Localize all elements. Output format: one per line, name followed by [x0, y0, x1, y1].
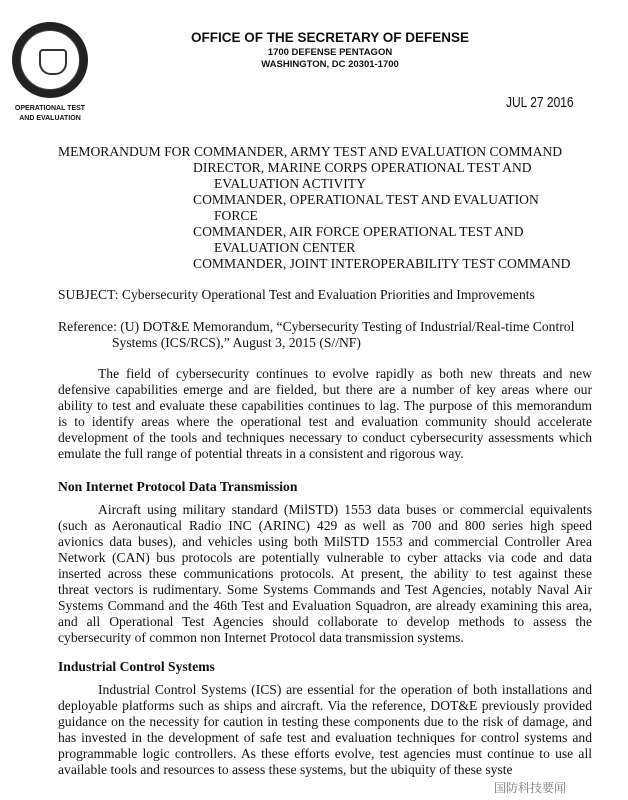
text-line: has invested in the development of safe test and evaluation techniques for control systems and	[58, 730, 592, 745]
dod-seal-icon	[12, 22, 88, 98]
office-title: OFFICE OF THE SECRETARY OF DEFENSE	[190, 30, 470, 45]
text-line: guidance on the necessity for caution in testing these components due to the risk of damage, and	[58, 714, 592, 729]
section-heading-non-ip: Non Internet Protocol Data Transmission	[58, 479, 298, 494]
addressee-line: COMMANDER, OPERATIONAL TEST AND EVALUATION	[193, 192, 539, 207]
org-line-1: OPERATIONAL TEST	[14, 105, 86, 112]
text-line: deployable platforms such as ships and aircraft. Via the reference, DOT&E previously provided	[58, 698, 592, 713]
text-line: Aircraft using military standard (MilSTD) 1553 data buses or commercial equivalents	[98, 502, 592, 517]
addressee-line: MEMORANDUM FOR COMMANDER, ARMY TEST AND EVALUATION COMMAND	[58, 144, 563, 159]
text-line: Systems Command and the 46th Test and Evaluation Squadron, are already examining this area,	[58, 598, 592, 613]
addressee-line: COMMANDER, JOINT INTEROPERABILITY TEST COMMAND	[193, 256, 571, 271]
text-line: inserted across these communications protocols. At present, the ability to test against these	[58, 566, 592, 581]
text-line: and all Operational Test Agencies should collaborate to develop methods to assess the	[58, 614, 592, 629]
text-line: available tools and resources to assess these systems, but the ubiquity of these syste	[58, 762, 513, 777]
text-line: cybersecurity of common non Internet Protocol data transmission systems.	[58, 630, 464, 645]
text-line: threat vectors is rudimentary. Some Systems Commands and Test Agencies, notably Naval Air	[58, 582, 592, 597]
address-line-2: WASHINGTON, DC 20301-1700	[261, 59, 399, 70]
addressee-line: EVALUATION CENTER	[214, 240, 356, 255]
text-line: Systems (ICS/RCS),” August 3, 2015 (S//NF)	[112, 335, 361, 350]
addressee-line: DIRECTOR, MARINE CORPS OPERATIONAL TEST AND	[193, 160, 532, 175]
addressee-line: EVALUATION ACTIVITY	[214, 176, 366, 191]
addressee-line: COMMANDER, AIR FORCE OPERATIONAL TEST AND	[193, 224, 524, 239]
date-stamp: JUL 27 2016	[506, 94, 574, 111]
watermark: 国防科技要闻	[494, 781, 567, 795]
address-line-1: 1700 DEFENSE PENTAGON	[267, 47, 393, 58]
text-line: avionics data buses), and vehicles using both MilSTD 1553 and commercial Controller Area	[58, 534, 592, 549]
addressee-line: FORCE	[214, 208, 258, 223]
text-line: The field of cybersecurity continues to evolve rapidly as both new threats and new	[98, 366, 592, 381]
text-line: defensive capabilities emerge and are fielded, but there are a number of key areas where our	[58, 382, 592, 397]
text-line: ability to test and evaluate these capabilities continues to lag. The purpose of this memorandum	[58, 398, 592, 413]
text-line: emulate the full range of potential threats in a consistent and rigorous way.	[58, 446, 464, 461]
text-line: programmable logic controllers. As these efforts evolve, test agencies must continue to use all	[58, 746, 592, 761]
text-line: (such as Aeronautical Radio INC (ARINC) 429 as well as 700 and 800 series high speed	[58, 518, 592, 533]
text-line: Industrial Control Systems (ICS) are essential for the operation of both installations and	[98, 682, 592, 697]
section-heading-ics: Industrial Control Systems	[58, 659, 215, 674]
text-line: Reference: (U) DOT&E Memorandum, “Cybersecurity Testing of Industrial/Real-time Control	[58, 319, 575, 334]
text-line: is to identify areas where the operational test and evaluation community should accelerate	[58, 414, 592, 429]
org-line-2: AND EVALUATION	[19, 115, 81, 122]
text-line: development of the tools and techniques necessary to conduct cybersecurity assessments which	[58, 430, 592, 445]
text-line: Network (CAN) bus protocols are potentially vulnerable to cyber attacks via code and data	[58, 550, 592, 565]
subject-line: SUBJECT: Cybersecurity Operational Test and Evaluation Priorities and Improvements	[58, 287, 535, 302]
